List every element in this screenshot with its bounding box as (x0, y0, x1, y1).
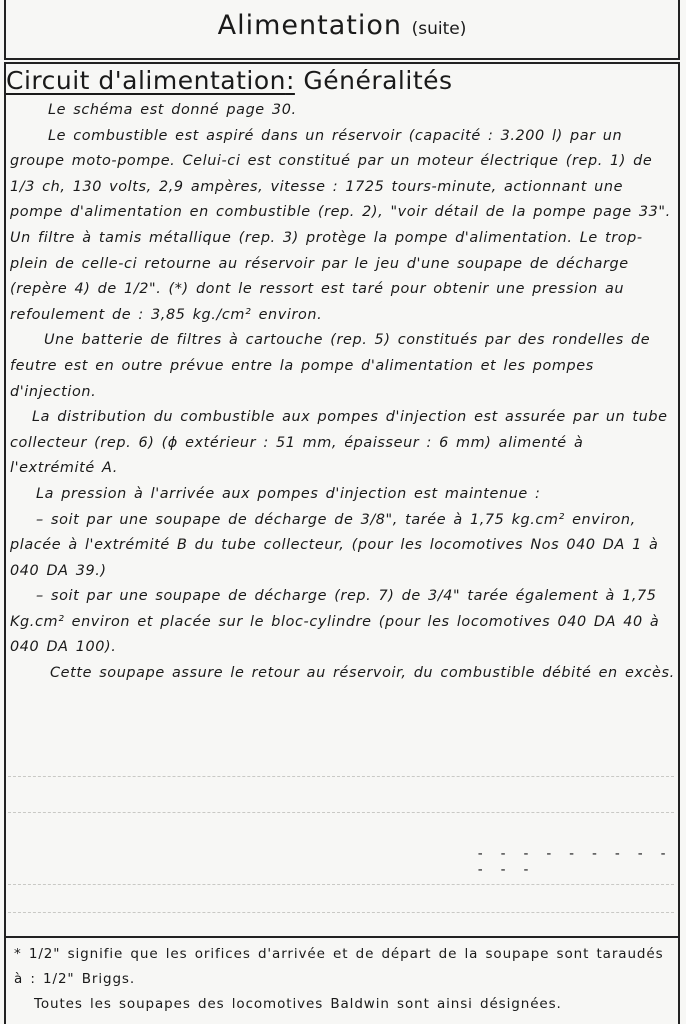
paragraph-distribution: La distribution du combustible aux pompes d'injection est assurée par un tube collecteur (rep. 6) (ϕ extérieur : 51 mm, épaisseur : 6 mm) alimenté à l'extrémité A. (10, 409, 668, 477)
footnote-line-1: * 1/2" signifie que les orifices d'arrivée et de départ de la soupape sont taraudés à : 1/2" Briggs. (14, 946, 664, 987)
paragraph-filtres: Une batterie de filtres à cartouche (rep. 5) constitués par des rondelles de feutre est en outre prévue entre la pompe d'alimentation et les pompes d'injection. (10, 332, 651, 400)
paragraph-retour: Cette soupape assure le retour au réservoir, du combustible débité en excès. (50, 665, 675, 682)
section-heading (6, 66, 453, 95)
header-frame (4, 0, 680, 60)
body-text (10, 98, 675, 687)
section-heading-title: Circuit d'alimentation (6, 66, 286, 95)
footnote-line-2: Toutes les soupapes des locomotives Baldwin sont ainsi désignées. (34, 996, 562, 1012)
ruled-line (8, 912, 674, 913)
section-heading-rest: Généralités (303, 66, 453, 95)
page-title (6, 10, 678, 41)
ruled-line (8, 812, 674, 813)
page-title-subtitle: (suite) (411, 19, 467, 39)
ruled-line (8, 776, 674, 777)
paragraph-soupape-7: – soit par une soupape de décharge (rep. 7) de 3/4" tarée également à 1,75 Kg.cm² environ et placée sur le bloc-cylindre (pour les locomotives 040 DA 40 à 040 DA 100). (10, 588, 660, 656)
paragraph-pression: La pression à l'arrivée aux pompes d'injection est maintenue : (36, 485, 541, 502)
dashed-separator: - - - - - - - - - - - - (476, 846, 671, 878)
section-heading-colon: : (285, 66, 295, 95)
paragraph-soupape-b: – soit par une soupape de décharge de 3/8", tarée à 1,75 kg.cm² environ, placée à l'extrémité B du tube collecteur, (pour les locomotives Nos 040 DA 1 à 040 DA 39.) (10, 511, 659, 579)
page-title-main: Alimentation (217, 10, 402, 41)
ruled-line (8, 884, 674, 885)
paragraph-combustible: Le combustible est aspiré dans un réservoir (capacité : 3.200 l) par un groupe moto-pompe. Celui-ci est constitué par un moteur électrique (rep. 1) de 1/3 ch, 130 volts, 2,9 ampères, vitesse : 1725 tours-minute, actionnant une pompe d'alimentation en combustible (rep. 2), "voir détail de la pompe page 33". Un filtre à tamis métallique (rep. 3) protège la pompe d'alimentation. Le trop-plein de celle-ci retourne au réservoir par le jeu d'une soupape de décharge (repère 4) de 1/2". (*) dont le ressort est taré pour obtenir une pression au refoulement de : 3,85 kg./cm² environ. (10, 127, 671, 323)
paragraph-schema: Le schéma est donné page 30. (48, 102, 297, 118)
footnote (14, 942, 674, 1017)
